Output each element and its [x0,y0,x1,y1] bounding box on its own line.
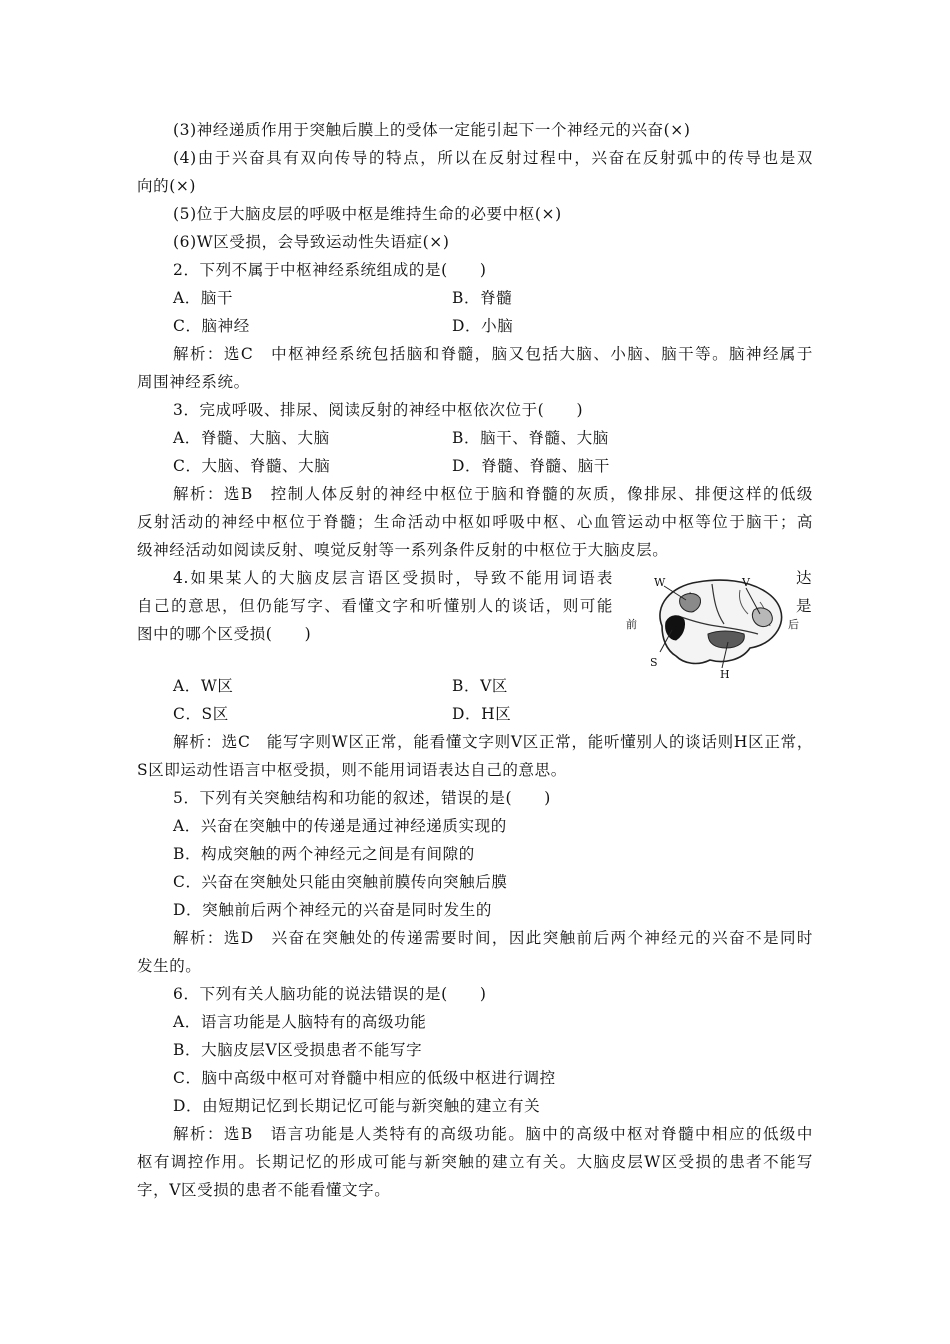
q6-analysis-line3: 字，V区受损的患者不能看懂文字。 [137,1181,391,1199]
label-w: W [654,576,666,589]
q3-option-c: C．大脑、脊髓、大脑 [173,457,331,475]
q3-option-d: D．脊髓、脊髓、脑干 [452,457,610,475]
label-back: 后 [788,618,799,631]
q3-option-b: B．脑干、脊髓、大脑 [452,429,609,447]
brain-language-area-figure [620,568,800,680]
q6-option-d: D．由短期记忆到长期记忆可能与新突触的建立有关 [173,1097,541,1115]
q5-option-d: D．突触前后两个神经元的兴奋是同时发生的 [173,901,492,919]
label-front: 前 [626,618,637,631]
area-h [708,631,744,648]
q3-analysis-line3: 级神经活动如阅读反射、嗅觉反射等一系列条件反射的中枢位于大脑皮层。 [137,541,669,559]
label-s: S [650,656,658,669]
q6-option-c: C．脑中高级中枢可对脊髓中相应的低级中枢进行调控 [173,1069,556,1087]
q4-analysis-line1: 解析：选C 能写字则W区正常，能看懂文字则V区正常，能听懂别人的谈话则H区正常， [173,733,813,751]
q5-analysis-line2: 发生的。 [137,957,202,975]
label-v: V [742,576,750,589]
q3-analysis-line2: 反射活动的神经中枢位于脊髓；生命活动中枢如呼吸中枢、心血管运动中枢等位于脑干；高 [137,513,813,531]
q5-option-c: C．兴奋在突触处只能由突触前膜传向突触后膜 [173,873,508,891]
q4-stem-line3: 图中的哪个区受损( ) [137,625,312,643]
q4-analysis-line2: S区即运动性语言中枢受损，则不能用词语表达自己的意思。 [137,761,567,779]
q4-option-d: D．H区 [452,705,512,723]
q6-analysis-line1: 解析：选B 语言功能是人类特有的高级功能。脑中的高级中枢对脊髓中相应的低级中 [173,1125,813,1143]
q6-option-a: A．语言功能是人脑特有的高级功能 [173,1013,427,1031]
q4-stem-line1: 4.如果某人的大脑皮层言语区受损时，导致不能用词语表 [173,569,613,587]
q1-item-3: (3)神经递质作用于突触后膜上的受体一定能引起下一个神经元的兴奋(×) [173,121,691,139]
q2-option-a: A．脑干 [173,289,234,307]
q2-analysis-line1: 解析：选C 中枢神经系统包括脑和脊髓，脑又包括大脑、小脑、脑干等。脑神经属于 [173,345,813,363]
q4-stem-line1-end: 达 [796,569,813,587]
q5-option-b: B．构成突触的两个神经元之间是有间隙的 [173,845,475,863]
q1-item-6: (6)W区受损，会导致运动性失语症(×) [173,233,450,251]
q2-stem: 2．下列不属于中枢神经系统组成的是( ) [173,261,487,279]
q3-analysis-line1: 解析：选B 控制人体反射的神经中枢位于脑和脊髓的灰质，像排尿、排便这样的低级 [173,485,813,503]
q2-analysis-line2: 周围神经系统。 [137,373,250,391]
q6-stem: 6．下列有关人脑功能的说法错误的是( ) [173,985,487,1003]
q2-option-b: B．脊髓 [452,289,513,307]
q4-stem-line2: 自己的意思，但仍能写字、看懂文字和听懂别人的谈话，则可能 [137,597,613,615]
q6-analysis-line2: 枢有调控作用。长期记忆的形成可能与新突触的建立有关。大脑皮层W区受损的患者不能写 [137,1153,813,1171]
q2-option-c: C．脑神经 [173,317,250,335]
q4-option-a: A．W区 [173,677,234,695]
q5-option-a: A．兴奋在突触中的传递是通过神经递质实现的 [173,817,507,835]
q3-option-a: A．脊髓、大脑、大脑 [173,429,330,447]
q4-option-c: C．S区 [173,705,229,723]
q5-analysis-line1: 解析：选D 兴奋在突触处的传递需要时间，因此突触前后两个神经元的兴奋不是同时 [173,929,813,947]
q3-stem: 3．完成呼吸、排尿、阅读反射的神经中枢依次位于( ) [173,401,584,419]
q1-item-4-line1: (4)由于兴奋具有双向传导的特点，所以在反射过程中，兴奋在反射弧中的传导也是双 [173,149,813,167]
q2-option-d: D．小脑 [452,317,514,335]
q6-option-b: B．大脑皮层V区受损患者不能写字 [173,1041,423,1059]
q5-stem: 5．下列有关突触结构和功能的叙述，错误的是( ) [173,789,551,807]
q1-item-5: (5)位于大脑皮层的呼吸中枢是维持生命的必要中枢(×) [173,205,562,223]
label-h: H [720,668,730,680]
q4-option-b: B．V区 [452,677,508,695]
q4-stem-line2-end: 是 [796,597,813,615]
q1-item-4-line2: 向的(×) [137,177,197,195]
